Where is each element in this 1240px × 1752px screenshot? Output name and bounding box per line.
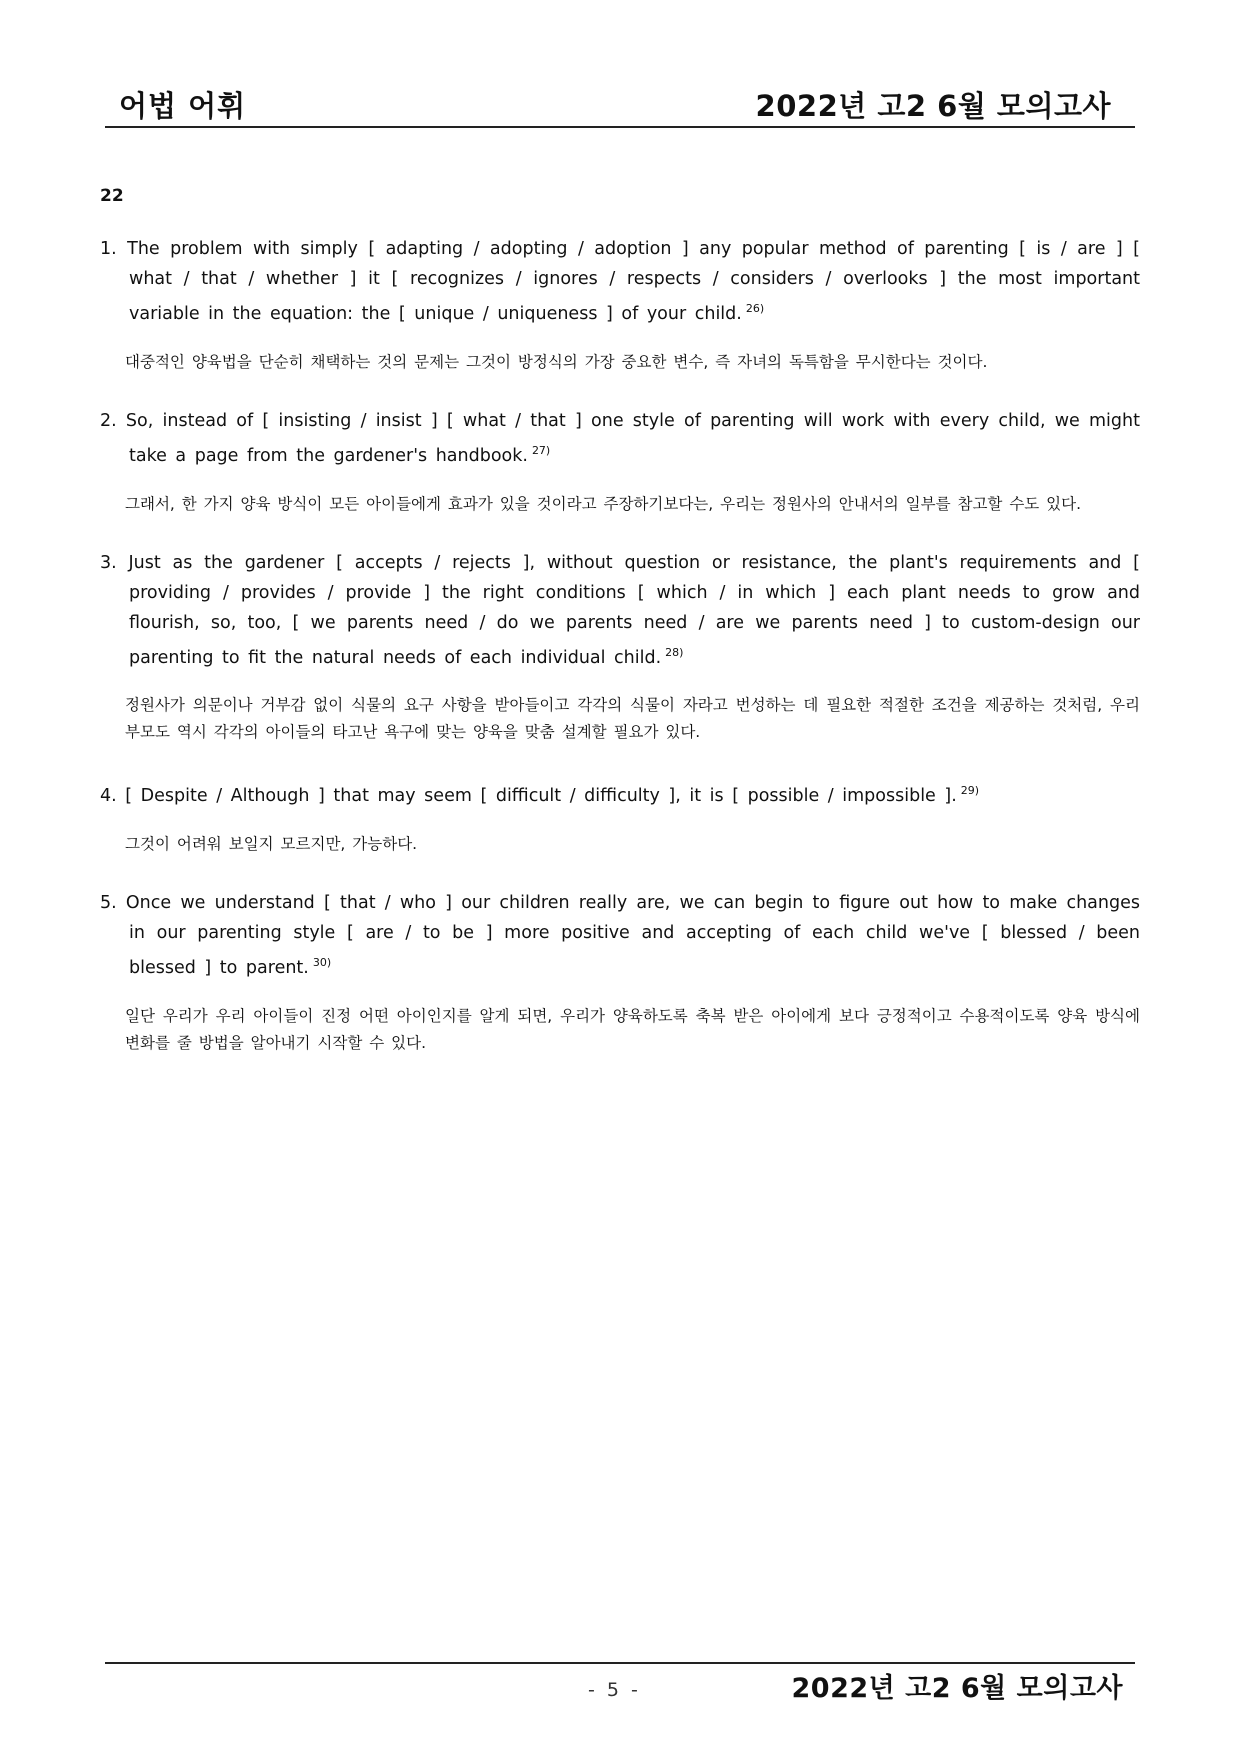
english-text: Once we understand [ that / who ] our children really are, we can begin to figure out how to make changes in our parenting style [ are / to be ] more positive and accepting of each child we've [ blessed / been blessed ] to parent. <box>125 893 1140 979</box>
footnote-marker: 27) <box>531 443 551 457</box>
item-number: 2. <box>100 410 117 431</box>
korean-translation: 일단 우리가 우리 아이들이 진정 어떤 아이인지를 알게 되면, 우리가 양육하도록 축복 받은 아이에게 보다 긍정적이고 수용적이도록 양육 방식에 변화를 줄 방법을 알아내기 시작할 수 있다. <box>125 1007 1140 1053</box>
footer-exam-title: 2022년 고2 6월 모의고사 <box>791 1673 1123 1704</box>
footer-divider <box>105 1662 1135 1664</box>
exam-title: 2022년 고2 6월 모의고사 <box>755 89 1111 123</box>
item-number: 1. <box>100 239 117 259</box>
english-sentence <box>100 548 1140 673</box>
list-item <box>100 406 1140 518</box>
english-text: Just as the gardener [ accepts / rejects ], without question or resistance, the plant's requirements and [ providing / provides / provide ] the right conditions [ which / in which ] each plant needs to grow and flourish, so, too, [ we parents need / do we parents need / are we parents need ] to custom-design our parenting to fit the natural needs of each individual child. <box>128 552 1140 668</box>
footnote-marker: 28) <box>665 645 684 659</box>
list-item <box>100 776 1140 858</box>
english-sentence <box>100 406 1140 471</box>
page-number: - 5 - <box>588 1679 641 1701</box>
list-item <box>100 548 1140 747</box>
item-number: 5. <box>100 893 117 914</box>
item-number: 4. <box>100 786 117 807</box>
english-sentence <box>100 888 1140 983</box>
question-number: 22 <box>100 186 124 206</box>
footnote-marker: 26) <box>745 302 765 315</box>
korean-translation: 그래서, 한 가지 양육 방식이 모든 아이들에게 효과가 있을 것이라고 주장하기보다는, 우리는 정원사의 안내서의 일부를 참고할 수도 있다. <box>125 494 1082 513</box>
english-sentence <box>100 234 1140 329</box>
list-item <box>100 888 1140 1057</box>
section-title: 어법 어휘 <box>119 89 247 123</box>
footnote-marker: 30) <box>312 956 332 970</box>
list-item <box>100 234 1140 376</box>
english-text: [ Despite / Although ] that may seem [ difficult / difficulty ], it is [ possible / impossible ]. <box>125 786 957 807</box>
english-text: The problem with simply [ adapting / adopting / adoption ] any popular method of parenting [ is / are ] [ what / that / whether ] it [ recognizes / ignores / respects / considers / overlooks ] the most important variable in the equation: the [ unique / uniqueness ] of your child. <box>127 239 1140 324</box>
header-divider <box>105 126 1135 128</box>
item-number: 3. <box>100 552 117 573</box>
footnote-marker: 29) <box>960 784 980 798</box>
english-text: So, instead of [ insisting / insist ] [ what / that ] one style of parenting will work with every child, we might take a page from the gardener's handbook. <box>125 410 1140 466</box>
korean-translation: 정원사가 의문이나 거부감 없이 식물의 요구 사항을 받아들이고 각각의 식물이 자라고 번성하는 데 필요한 적절한 조건을 제공하는 것처럼, 우리 부모도 역시 각각의 아이들의 타고난 욕구에 맞는 양육을 맞춤 설계할 필요가 있다. <box>125 696 1140 742</box>
korean-translation: 대중적인 양육법을 단순히 채택하는 것의 문제는 그것이 방정식의 가장 중요한 변수, 즉 자녀의 독특함을 무시한다는 것이다. <box>125 352 988 371</box>
korean-translation: 그것이 어려워 보일지 모르지만, 가능하다. <box>125 835 418 854</box>
document-body <box>100 186 1140 1087</box>
english-sentence <box>100 776 1140 811</box>
